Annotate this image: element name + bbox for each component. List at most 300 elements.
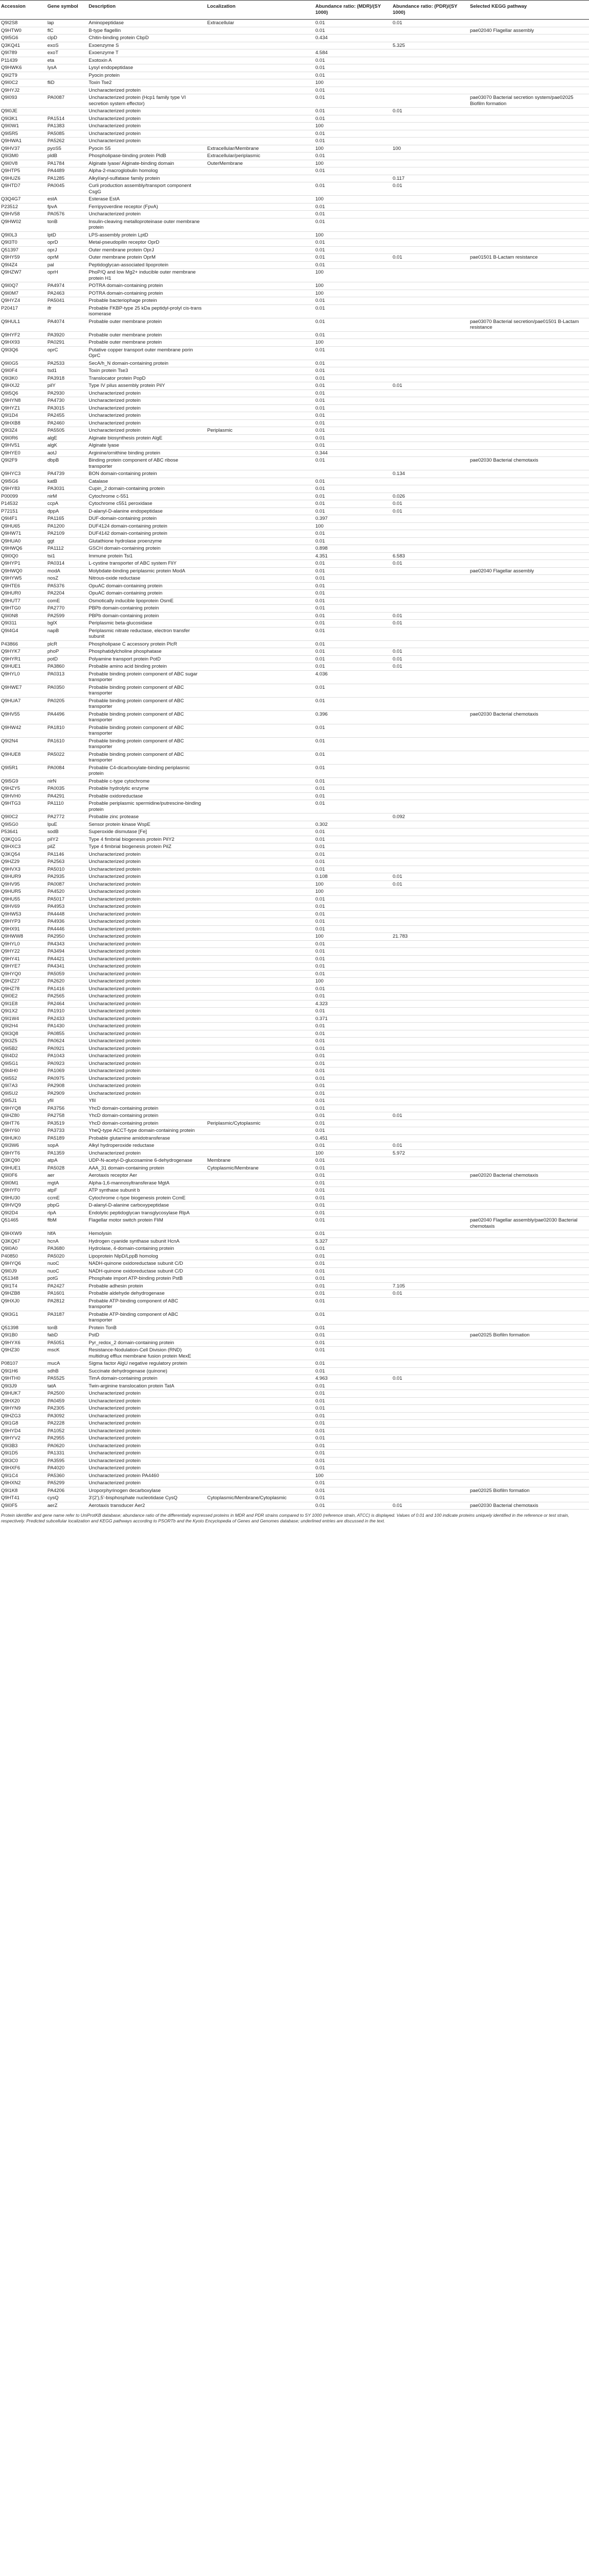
cell-kegg-pathway [469,530,589,538]
cell-ratio-pdr [392,79,469,87]
cell-ratio-mdr: 0.01 [314,851,392,858]
cell-ratio-pdr [392,697,469,710]
cell-ratio-mdr: 0.01 [314,493,392,500]
cell-kegg-pathway: pae02020 Bacterial chemotaxis [469,1172,589,1180]
cell-description: Uncharacterized protein [88,412,206,420]
table-row [0,261,589,269]
cell-gene-symbol: PA2909 [46,1090,88,1097]
cell-gene-symbol: PA3092 [46,1412,88,1420]
cell-gene-symbol: PA1146 [46,851,88,858]
cell-ratio-pdr [392,1267,469,1275]
cell-localization [206,1238,314,1245]
cell-ratio-mdr: 0.01 [314,1502,392,1510]
cell-ratio-mdr: 4.963 [314,1375,392,1383]
cell-kegg-pathway [469,1194,589,1202]
cell-description: Uncharacterized protein [88,1023,206,1030]
cell-kegg-pathway [469,590,589,598]
cell-kegg-pathway [469,663,589,671]
cell-accession: Q9I2H4 [0,1023,46,1030]
cell-kegg-pathway [469,537,589,545]
cell-kegg-pathway [469,1339,589,1347]
table-row [0,530,589,538]
cell-gene-symbol: dppA [46,507,88,515]
cell-ratio-pdr [392,582,469,590]
cell-ratio-mdr: 0.302 [314,821,392,828]
cell-description: Pyocin protein [88,72,206,79]
cell-gene-symbol [46,108,88,115]
table-row [0,470,589,478]
cell-ratio-mdr: 0.01 [314,764,392,777]
cell-description: Protein TonB [88,1324,206,1332]
cell-localization [206,419,314,427]
cell-localization [206,792,314,800]
cell-description: PBPb domain-containing protein [88,605,206,613]
cell-gene-symbol: PA1359 [46,1149,88,1157]
cell-accession: Q9HYN9 [0,1405,46,1413]
cell-description: BON domain-containing protein [88,470,206,478]
cell-kegg-pathway [469,130,589,138]
cell-localization [206,866,314,873]
cell-accession: Q9I0M1 [0,1179,46,1187]
cell-description: Insulin-cleaving metalloproteinase outer membrane protein [88,218,206,231]
cell-ratio-mdr: 0.434 [314,35,392,42]
cell-accession: Q9HXN2 [0,1480,46,1487]
table-row [0,640,589,648]
cell-localization [206,1332,314,1340]
cell-ratio-pdr [392,1075,469,1082]
cell-gene-symbol: ccpA [46,500,88,508]
cell-ratio-mdr: 0.01 [314,684,392,697]
cell-accession: Q9HY83 [0,485,46,493]
table-row [0,427,589,435]
cell-localization [206,1487,314,1495]
cell-description: Outer membrane protein OprM [88,254,206,262]
table-row [0,231,589,239]
cell-description: Uncharacterized protein [88,1427,206,1435]
cell-gene-symbol: PA5085 [46,130,88,138]
cell-kegg-pathway [469,367,589,375]
cell-ratio-pdr: 0.01 [392,1502,469,1510]
cell-kegg-pathway [469,1097,589,1105]
cell-ratio-mdr: 0.01 [314,1450,392,1458]
cell-accession: Q9I5J1 [0,1097,46,1105]
cell-ratio-mdr: 0.01 [314,1082,392,1090]
cell-localization [206,87,314,94]
table-row [0,115,589,123]
cell-kegg-pathway: pae02025 Biofilm formation [469,1487,589,1495]
cell-localization [206,515,314,523]
table-row [0,442,589,450]
cell-accession: Q9HX93 [0,339,46,347]
cell-gene-symbol: PA2955 [46,1435,88,1443]
cell-gene-symbol: oprJ [46,246,88,254]
table-row [0,1457,589,1465]
table-row [0,880,589,888]
cell-ratio-pdr [392,537,469,545]
cell-ratio-pdr [392,1360,469,1368]
cell-description: Succinate dehydrogenase (quinone) [88,1367,206,1375]
cell-ratio-mdr: 0.01 [314,404,392,412]
table-row [0,764,589,777]
table-row [0,1060,589,1067]
cell-accession: Q9HUR0 [0,590,46,598]
cell-ratio-pdr [392,785,469,793]
cell-description: 3'(2'),5'-bisphosphate nucleotidase CysQ [88,1495,206,1502]
cell-localization [206,530,314,538]
cell-localization [206,1000,314,1008]
cell-accession: Q51397 [0,246,46,254]
cell-kegg-pathway [469,620,589,628]
cell-ratio-mdr: 0.108 [314,873,392,881]
cell-gene-symbol: nosZ [46,575,88,583]
cell-accession: Q9HV51 [0,442,46,450]
cell-kegg-pathway [469,1324,589,1332]
cell-gene-symbol: plcR [46,640,88,648]
cell-ratio-mdr: 0.01 [314,955,392,963]
cell-kegg-pathway [469,933,589,941]
table-row [0,449,589,457]
cell-localization [206,297,314,305]
cell-localization [206,560,314,568]
cell-kegg-pathway [469,597,589,605]
cell-ratio-mdr: 0.01 [314,1397,392,1405]
cell-ratio-mdr: 100 [314,339,392,347]
cell-description: Uncharacterized protein [88,1075,206,1082]
cell-ratio-mdr [314,814,392,821]
cell-description: Uncharacterized protein [88,87,206,94]
cell-description: Translocator protein PopD [88,375,206,382]
cell-kegg-pathway [469,1442,589,1450]
cell-gene-symbol: PA2455 [46,412,88,420]
cell-gene-symbol: modA [46,567,88,575]
cell-accession: Q9HUT7 [0,597,46,605]
table-row [0,239,589,247]
cell-kegg-pathway [469,895,589,903]
cell-kegg-pathway [469,1000,589,1008]
cell-localization [206,1202,314,1210]
cell-accession: Q9I3K0 [0,375,46,382]
table-row [0,1311,589,1324]
cell-description: Uncharacterized protein [88,1149,206,1157]
table-row [0,404,589,412]
cell-ratio-mdr: 0.01 [314,970,392,978]
table-header-row [0,1,589,20]
cell-gene-symbol: PA5360 [46,1472,88,1480]
cell-ratio-pdr [392,269,469,282]
cell-gene-symbol: tonB [46,218,88,231]
cell-kegg-pathway [469,1267,589,1275]
cell-ratio-pdr: 0.01 [392,620,469,628]
cell-ratio-pdr [392,304,469,318]
cell-ratio-pdr [392,449,469,457]
cell-description: Aminopeptidase [88,20,206,27]
cell-ratio-mdr: 0.01 [314,115,392,123]
cell-ratio-pdr: 0.01 [392,648,469,656]
cell-kegg-pathway [469,1060,589,1067]
cell-accession: Q9I1B0 [0,1332,46,1340]
table-row [0,590,589,598]
cell-gene-symbol: PA4074 [46,318,88,331]
cell-accession: Q9HYV2 [0,1435,46,1443]
cell-localization [206,282,314,290]
cell-accession: Q9HTG3 [0,800,46,814]
table-row [0,282,589,290]
cell-localization: Cytoplasmic/Membrane/Cytoplasmic [206,1495,314,1502]
cell-ratio-mdr: 0.01 [314,138,392,145]
cell-accession: Q9I0A0 [0,1245,46,1253]
cell-ratio-pdr: 0.01 [392,1375,469,1383]
cell-gene-symbol: PA3519 [46,1120,88,1127]
cell-gene-symbol: sodB [46,828,88,836]
cell-gene-symbol: PA5189 [46,1134,88,1142]
cell-localization [206,1450,314,1458]
cell-ratio-pdr [392,1038,469,1045]
cell-gene-symbol: lpuE [46,821,88,828]
cell-kegg-pathway [469,1209,589,1217]
table-row [0,1390,589,1398]
cell-gene-symbol: PA3595 [46,1457,88,1465]
cell-localization [206,1267,314,1275]
cell-gene-symbol: nuoC [46,1267,88,1275]
cell-kegg-pathway [469,211,589,218]
cell-ratio-pdr [392,87,469,94]
cell-ratio-pdr [392,196,469,204]
cell-description: Uncharacterized protein [88,1090,206,1097]
cell-localization [206,918,314,926]
cell-localization [206,814,314,821]
cell-localization [206,1134,314,1142]
table-row [0,843,589,851]
cell-ratio-pdr: 0.01 [392,108,469,115]
table-row [0,412,589,420]
cell-localization [206,478,314,485]
cell-ratio-pdr [392,777,469,785]
cell-gene-symbol: PA0087 [46,880,88,888]
cell-ratio-pdr [392,434,469,442]
table-row [0,1172,589,1180]
cell-localization [206,1179,314,1187]
cell-kegg-pathway [469,640,589,648]
cell-kegg-pathway [469,434,589,442]
table-row [0,1275,589,1283]
cell-kegg-pathway [469,375,589,382]
cell-description: Immune protein Tsi1 [88,552,206,560]
cell-kegg-pathway [469,1134,589,1142]
cell-ratio-mdr: 0.01 [314,331,392,339]
cell-ratio-pdr [392,1172,469,1180]
cell-gene-symbol: fabD [46,1332,88,1340]
cell-accession: Q9HZY5 [0,785,46,793]
cell-localization [206,1112,314,1120]
cell-accession: Q9HYL0 [0,670,46,684]
cell-ratio-mdr: 0.01 [314,485,392,493]
cell-description: Phospholipase C accessory protein PlcR [88,640,206,648]
cell-localization [206,1015,314,1023]
cell-ratio-mdr: 0.01 [314,167,392,175]
cell-ratio-mdr: 0.01 [314,993,392,1001]
cell-accession: Q9HYF2 [0,331,46,339]
cell-accession: Q9I0C2 [0,814,46,821]
cell-ratio-mdr: 0.01 [314,858,392,866]
cell-ratio-pdr [392,925,469,933]
cell-localization [206,269,314,282]
cell-ratio-pdr [392,821,469,828]
cell-ratio-pdr [392,1120,469,1127]
cell-localization [206,597,314,605]
cell-gene-symbol: PA0921 [46,1045,88,1053]
table-row [0,821,589,828]
cell-description: Uncharacterized protein [88,1053,206,1060]
cell-kegg-pathway [469,515,589,523]
table-row [0,397,589,405]
cell-kegg-pathway: pae02030 Bacterial chemotaxis [469,1502,589,1510]
cell-accession: Q9I0F6 [0,1172,46,1180]
table-row [0,1245,589,1253]
cell-ratio-pdr [392,1480,469,1487]
cell-ratio-mdr: 0.396 [314,710,392,724]
cell-ratio-mdr: 100 [314,123,392,130]
cell-localization [206,1435,314,1443]
cell-accession: Q9HTG0 [0,605,46,613]
cell-accession: Q9I5G6 [0,35,46,42]
cell-ratio-pdr [392,895,469,903]
cell-description: Polyamine transport protein PotD [88,655,206,663]
table-row [0,970,589,978]
cell-description: Uncharacterized protein [88,1435,206,1443]
cell-localization [206,764,314,777]
cell-ratio-pdr [392,1082,469,1090]
cell-kegg-pathway [469,239,589,247]
cell-accession: Q9HTH0 [0,1375,46,1383]
cell-gene-symbol: PA2305 [46,1405,88,1413]
cell-localization [206,582,314,590]
cell-description: PstD [88,1332,206,1340]
table-row [0,814,589,821]
cell-ratio-pdr [392,567,469,575]
cell-kegg-pathway [469,115,589,123]
cell-localization [206,1502,314,1510]
cell-gene-symbol: PA5051 [46,1339,88,1347]
cell-description: Uncharacterized protein [88,1390,206,1398]
table-row [0,888,589,896]
cell-accession: Q9HTD7 [0,182,46,196]
cell-description: Cupin_2 domain-containing protein [88,485,206,493]
cell-kegg-pathway [469,993,589,1001]
cell-ratio-pdr [392,360,469,367]
cell-ratio-pdr: 100 [392,145,469,152]
cell-ratio-pdr: 0.117 [392,175,469,182]
cell-ratio-mdr: 0.01 [314,318,392,331]
table-row [0,331,589,339]
table-row [0,1000,589,1008]
cell-ratio-pdr [392,246,469,254]
cell-kegg-pathway [469,1390,589,1398]
cell-ratio-mdr: 0.01 [314,367,392,375]
table-row [0,1297,589,1311]
cell-ratio-mdr: 0.01 [314,1105,392,1112]
table-row [0,1187,589,1195]
cell-accession: Q9I0Q0 [0,552,46,560]
cell-description: Probable binding protein component of ABC transporter [88,684,206,697]
cell-kegg-pathway [469,828,589,836]
cell-gene-symbol: PA0975 [46,1075,88,1082]
cell-kegg-pathway [469,1290,589,1298]
cell-ratio-mdr: 0.01 [314,1127,392,1135]
cell-ratio-mdr: 0.01 [314,1332,392,1340]
cell-accession: Q9I3Z4 [0,427,46,435]
cell-accession: Q9HUK7 [0,1390,46,1398]
table-row [0,203,589,211]
cell-localization [206,1324,314,1332]
table-row [0,933,589,941]
cell-gene-symbol: pal [46,261,88,269]
cell-localization: Extracellular/periplasmic [206,152,314,160]
cell-kegg-pathway [469,1038,589,1045]
table-row [0,507,589,515]
cell-localization [206,785,314,793]
cell-accession: Q9HYX6 [0,1339,46,1347]
cell-localization [206,1038,314,1045]
cell-description: Probable binding protein component of ABC transporter [88,751,206,764]
table-row [0,684,589,697]
cell-gene-symbol: PA4448 [46,910,88,918]
cell-localization [206,239,314,247]
cell-ratio-pdr: 0.01 [392,880,469,888]
cell-localization [206,933,314,941]
cell-accession: Q9I0J9 [0,1267,46,1275]
cell-gene-symbol: PA3680 [46,1245,88,1253]
cell-description: Uncharacterized protein [88,955,206,963]
header-localization: Localization [206,1,314,20]
cell-description: Superoxide dismutase [Fe] [88,828,206,836]
cell-ratio-mdr: 0.01 [314,1390,392,1398]
cell-accession: Q9HZ29 [0,858,46,866]
cell-kegg-pathway [469,963,589,971]
cell-localization [206,978,314,986]
cell-ratio-mdr: 0.01 [314,1412,392,1420]
cell-kegg-pathway [469,1067,589,1075]
cell-description: SecA/h_N domain-containing protein [88,360,206,367]
cell-accession: Q9HWA1 [0,138,46,145]
cell-kegg-pathway [469,1075,589,1082]
cell-accession: Q9I5G6 [0,478,46,485]
cell-localization [206,1217,314,1230]
table-row [0,993,589,1001]
cell-localization [206,1457,314,1465]
cell-ratio-mdr: 0.01 [314,866,392,873]
cell-accession: Q9HY59 [0,254,46,262]
cell-localization [206,346,314,360]
cell-localization [206,903,314,911]
cell-gene-symbol: nirN [46,777,88,785]
cell-ratio-mdr: 0.01 [314,843,392,851]
cell-description: Cytochrome c-type biogenesis protein CcmE [88,1194,206,1202]
cell-gene-symbol: PA0923 [46,1060,88,1067]
cell-gene-symbol: PA1610 [46,737,88,751]
cell-localization [206,457,314,470]
table-row [0,627,589,640]
cell-accession: Q9HTP5 [0,167,46,175]
cell-localization [206,605,314,613]
cell-ratio-mdr: 0.898 [314,545,392,553]
table-footnote: Protein identifier and gene name refer to UniProtKB database; abundance ratio of the differentially expressed proteins in MDR and PDR strains compared to SY 1000 (reference strain, ATCC) is displayed. Values of 0.01 and 100 indicate proteins uniquely identified in the reference or test strain, respectively. Predicted subcellular localization and KEGG pathways according to PSORTb and the Kyoto Encyclopedia of Genes and Genomes database; underlined entries are discussed in the text. [1,1513,569,1523]
cell-ratio-mdr: 0.01 [314,910,392,918]
cell-ratio-pdr [392,858,469,866]
cell-description: Probable outer membrane protein [88,331,206,339]
cell-accession: Q9I0F4 [0,367,46,375]
cell-accession: Q9HZB8 [0,1290,46,1298]
cell-kegg-pathway [469,123,589,130]
